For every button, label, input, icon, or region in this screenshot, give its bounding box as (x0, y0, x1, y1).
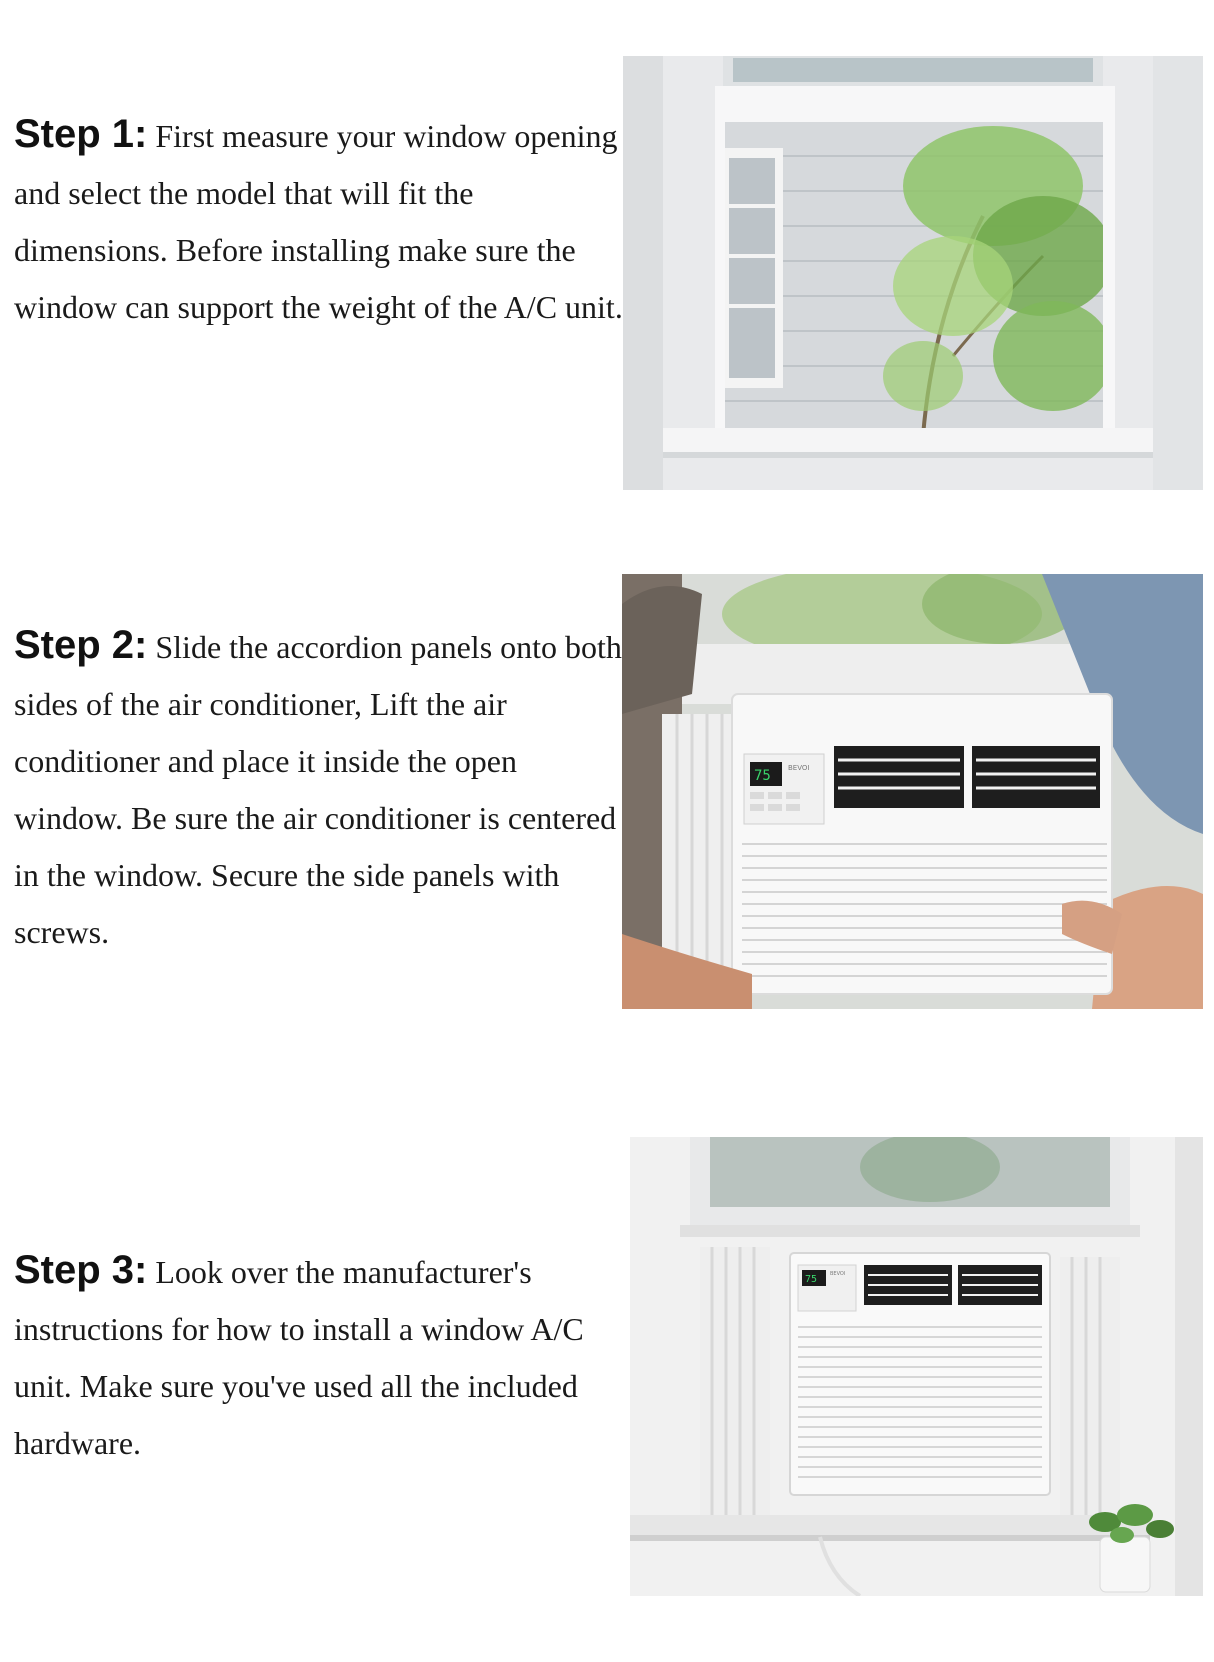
step-3-label: Step 3: (14, 1248, 148, 1292)
lifting-ac-image (622, 574, 1203, 1009)
step-1-description: First measure your window opening and select the model that will fit the dimensions. Before installing make sure the window can support the weight of the A/C unit. (14, 118, 623, 325)
step-3-photo (630, 1137, 1203, 1596)
step-2-photo (622, 574, 1203, 1009)
step-2-text (14, 617, 624, 961)
step-1-photo (623, 56, 1203, 490)
step-3-text (14, 1242, 624, 1472)
installed-ac-image (630, 1137, 1203, 1596)
ac-brand-logo-installed: BEVOI (830, 1271, 846, 1277)
step-1-text (14, 106, 624, 336)
ac-brand-logo: BEVOI (788, 764, 810, 772)
step-1-label: Step 1: (14, 112, 148, 156)
ac-temperature-readout-installed: 75 (805, 1274, 818, 1285)
open-window-image (623, 56, 1203, 490)
step-2-label: Step 2: (14, 623, 148, 667)
step-3-description: Look over the manufacturer's instructions for how to install a window A/C unit. Make sure you've used all the included hardware. (14, 1254, 584, 1461)
ac-temperature-readout: 75 (754, 768, 771, 784)
step-2-description: Slide the accordion panels onto both sides of the air conditioner, Lift the air conditioner and place it inside the open window. Be sure the air conditioner is centered in the window. Secure the side panels with screws. (14, 629, 622, 950)
